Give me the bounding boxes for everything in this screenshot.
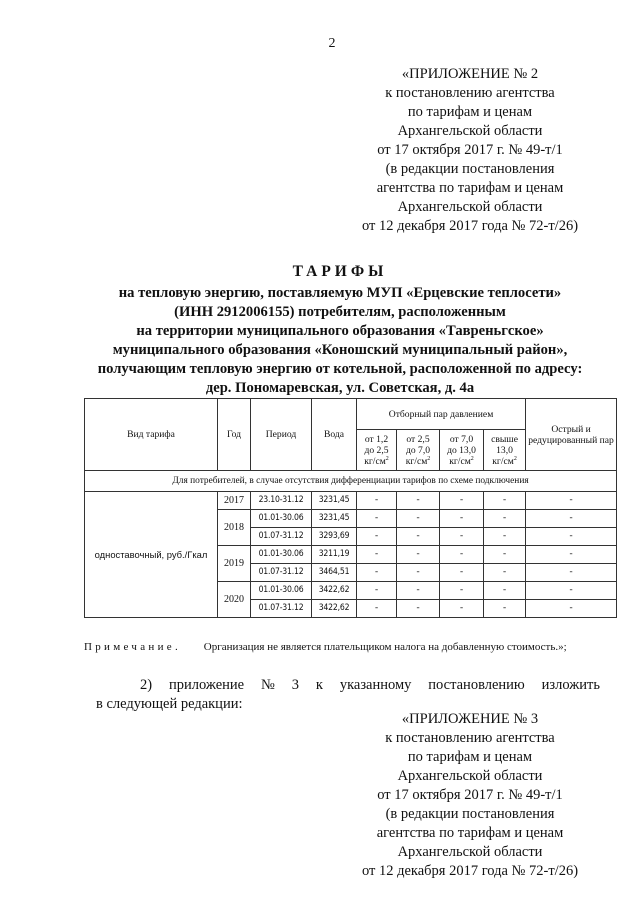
period-cell: 01.07-31.12 bbox=[251, 528, 312, 546]
appendix-line: «ПРИЛОЖЕНИЕ № 3 bbox=[401, 711, 539, 727]
period-cell: 23.10-31.12 bbox=[251, 492, 312, 510]
tariff-kind-cell: одноставочный, руб./Гкал bbox=[85, 492, 218, 618]
value-cell: - bbox=[357, 528, 397, 546]
value-cell: - bbox=[526, 582, 617, 600]
amendment-instruction bbox=[96, 676, 600, 714]
appendix-header-bottom bbox=[340, 710, 600, 881]
appendix-line: от 17 октября 2017 г. № 49-т/1 bbox=[377, 142, 563, 158]
instruction-word: постановлению bbox=[428, 677, 525, 693]
appendix-line: Архангельской области bbox=[397, 123, 543, 139]
appendix-line: от 17 октября 2017 г. № 49-т/1 bbox=[377, 787, 563, 803]
water-cell: 3422,62 bbox=[312, 582, 357, 600]
value-cell: - bbox=[397, 510, 440, 528]
instruction-line-1 bbox=[96, 676, 600, 695]
header-tariff-type: Вид тарифа bbox=[85, 399, 218, 471]
appendix-header-top bbox=[340, 65, 600, 236]
note-label: Примечание. bbox=[84, 641, 182, 653]
note-text: Организация не является плательщиком налога на добавленную стоимость.»; bbox=[203, 641, 567, 653]
header-steam-group: Отборный пар давлением bbox=[357, 399, 526, 430]
table-note bbox=[84, 641, 624, 653]
header-steam-1-2-5: от 1,2 до 2,5 $кг/см^2$ bbox=[357, 430, 397, 471]
water-cell: 3231,45 bbox=[312, 492, 357, 510]
value-cell: - bbox=[440, 546, 484, 564]
header-water: Вода bbox=[312, 399, 357, 471]
value-cell: - bbox=[526, 492, 617, 510]
appendix-line: «ПРИЛОЖЕНИЕ № 2 bbox=[401, 66, 539, 82]
instruction-word: изложить bbox=[541, 677, 600, 693]
appendix-line: от 12 декабря 2017 года № 72-т/26) bbox=[361, 863, 579, 879]
period-cell: 01.07-31.12 bbox=[251, 600, 312, 618]
value-cell: - bbox=[357, 564, 397, 582]
year-cell: 2020 bbox=[218, 582, 251, 618]
instruction-word: приложение bbox=[168, 677, 245, 693]
value-cell: - bbox=[526, 546, 617, 564]
year-cell: 2018 bbox=[218, 510, 251, 546]
value-cell: - bbox=[357, 546, 397, 564]
value-cell: - bbox=[526, 528, 617, 546]
appendix-line: по тарифам и ценам bbox=[407, 749, 533, 765]
appendix-line: агентства по тарифам и ценам bbox=[376, 180, 564, 196]
value-cell: - bbox=[526, 600, 617, 618]
appendix-line: Архангельской области bbox=[397, 844, 543, 860]
tariff-title bbox=[60, 262, 620, 398]
title-line: муниципального образования «Коношский муниципальный район», bbox=[112, 342, 568, 358]
value-cell: - bbox=[440, 492, 484, 510]
value-cell: - bbox=[440, 564, 484, 582]
appendix-line: к постановлению агентства bbox=[385, 85, 555, 101]
value-cell: - bbox=[484, 492, 526, 510]
instruction-line-2: в следующей редакции: bbox=[96, 696, 243, 712]
value-cell: - bbox=[484, 546, 526, 564]
value-cell: - bbox=[526, 510, 617, 528]
header-steam-over-13: свыше 13,0 $кг/см^2$ bbox=[484, 430, 526, 471]
header-year: Год bbox=[218, 399, 251, 471]
appendix-line: Архангельской области bbox=[397, 199, 543, 215]
value-cell: - bbox=[484, 564, 526, 582]
value-cell: - bbox=[357, 510, 397, 528]
appendix-line: (в редакции постановления bbox=[385, 806, 555, 822]
year-cell: 2019 bbox=[218, 546, 251, 582]
table-row bbox=[85, 492, 617, 510]
value-cell: - bbox=[397, 546, 440, 564]
appendix-line: (в редакции постановления bbox=[385, 161, 555, 177]
title-line: на территории муниципального образования «Тавреньгское» bbox=[136, 323, 544, 339]
water-cell: 3464,51 bbox=[312, 564, 357, 582]
value-cell: - bbox=[397, 564, 440, 582]
period-cell: 01.01-30.06 bbox=[251, 510, 312, 528]
appendix-line: к постановлению агентства bbox=[385, 730, 555, 746]
title-heading: ТАРИФЫ bbox=[292, 263, 388, 280]
value-cell: - bbox=[440, 600, 484, 618]
value-cell: - bbox=[397, 528, 440, 546]
period-cell: 01.07-31.12 bbox=[251, 564, 312, 582]
instruction-word: 2) bbox=[140, 677, 153, 693]
header-steam-2-5-7: от 2,5 до 7,0 $кг/см^2$ bbox=[397, 430, 440, 471]
value-cell: - bbox=[397, 492, 440, 510]
instruction-word: указанному bbox=[339, 677, 412, 693]
value-cell: - bbox=[440, 582, 484, 600]
value-cell: - bbox=[440, 510, 484, 528]
appendix-line: по тарифам и ценам bbox=[407, 104, 533, 120]
instruction-word: к bbox=[315, 677, 323, 693]
period-cell: 01.01-30.06 bbox=[251, 546, 312, 564]
value-cell: - bbox=[484, 600, 526, 618]
tariff-table-wrapper bbox=[84, 398, 616, 618]
header-period: Период bbox=[251, 399, 312, 471]
value-cell: - bbox=[484, 582, 526, 600]
title-line: (ИНН 2912006155) потребителям, расположенным bbox=[174, 304, 506, 320]
value-cell: - bbox=[526, 564, 617, 582]
value-cell: - bbox=[357, 600, 397, 618]
period-cell: 01.01-30.06 bbox=[251, 582, 312, 600]
header-steam-7-13: от 7,0 до 13,0 $кг/см^2$ bbox=[440, 430, 484, 471]
tariff-table bbox=[84, 398, 617, 618]
page-number: 2 bbox=[328, 36, 336, 51]
appendix-line: от 12 декабря 2017 года № 72-т/26) bbox=[361, 218, 579, 234]
water-cell: 3231,45 bbox=[312, 510, 357, 528]
year-cell: 2017 bbox=[218, 492, 251, 510]
value-cell: - bbox=[357, 492, 397, 510]
value-cell: - bbox=[440, 528, 484, 546]
table-subheader: Для потребителей, в случае отсутствия дифференциации тарифов по схеме подключения bbox=[85, 471, 617, 492]
header-sharp-steam: Острый и редуцированный пар bbox=[526, 399, 617, 471]
title-line: дер. Пономаревская, ул. Советская, д. 4а bbox=[205, 380, 475, 396]
instruction-word: № bbox=[261, 677, 275, 693]
value-cell: - bbox=[484, 510, 526, 528]
value-cell: - bbox=[397, 600, 440, 618]
instruction-word: 3 bbox=[291, 677, 299, 693]
value-cell: - bbox=[397, 582, 440, 600]
title-line: на тепловую энергию, поставляемую МУП «Ерцевские теплосети» bbox=[118, 285, 562, 301]
value-cell: - bbox=[357, 582, 397, 600]
appendix-line: Архангельской области bbox=[397, 768, 543, 784]
water-cell: 3422,62 bbox=[312, 600, 357, 618]
appendix-line: агентства по тарифам и ценам bbox=[376, 825, 564, 841]
water-cell: 3293,69 bbox=[312, 528, 357, 546]
value-cell: - bbox=[484, 528, 526, 546]
water-cell: 3211,19 bbox=[312, 546, 357, 564]
title-line: получающим тепловую энергию от котельной, расположенной по адресу: bbox=[97, 361, 583, 377]
